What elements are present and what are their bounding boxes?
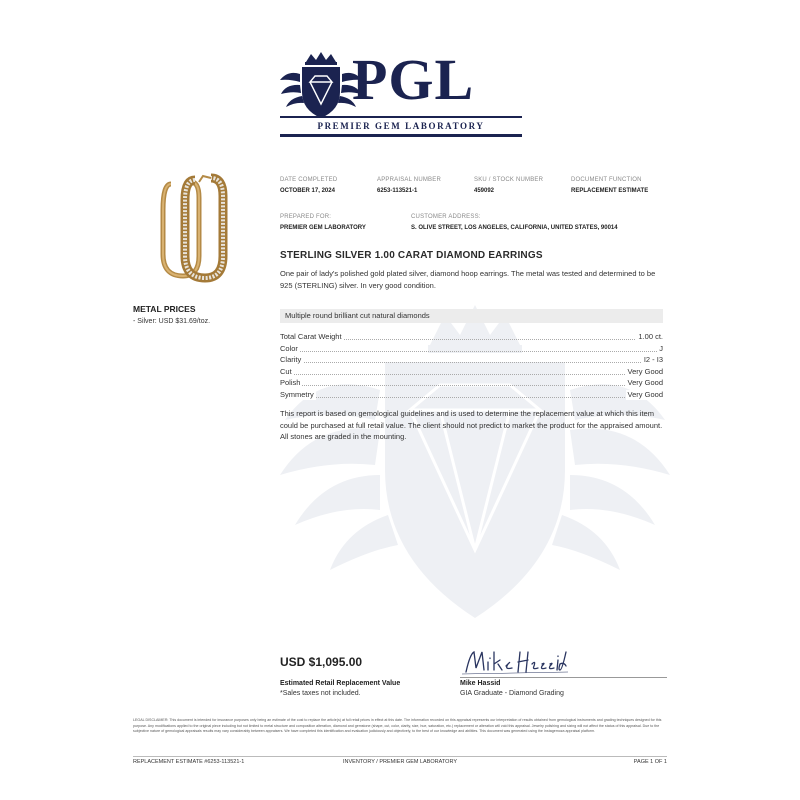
property-label: Cut [280, 366, 292, 376]
property-value: 1.00 ct. [638, 332, 663, 341]
earring-product-image [133, 170, 247, 286]
stones-heading: Multiple round brilliant cut natural diamonds [285, 311, 430, 320]
property-label: Clarity [280, 355, 302, 364]
appraisal-number-label: APPRAISAL NUMBER [377, 177, 441, 183]
footer-reference: REPLACEMENT ESTIMATE #6253-113521-1 [133, 759, 245, 765]
customer-address-value: S. OLIVE STREET, LOS ANGELES, CALIFORNIA, UNITED STATES, 90014 [411, 225, 618, 231]
logo-rule-top [280, 116, 522, 118]
estimated-value-label: Estimated Retail Replacement Value [280, 680, 401, 687]
signer-title: GIA Graduate - Diamond Grading [460, 690, 564, 697]
item-title: STERLING SILVER 1.00 CARAT DIAMOND EARRINGS [280, 250, 543, 261]
metal-price-silver: - Silver: USD $31.69/toz. [133, 318, 211, 325]
property-row [280, 344, 663, 354]
footer-page-number: PAGE 1 OF 1 [633, 759, 667, 765]
property-label: Total Carat Weight [280, 332, 342, 341]
property-row [280, 390, 663, 400]
property-value: Very Good [627, 389, 663, 399]
date-completed-label: DATE COMPLETED [280, 177, 338, 183]
property-value: I2 - I3 [643, 355, 663, 364]
property-label: Symmetry [280, 389, 314, 399]
estimated-value: USD $1,095.00 [280, 655, 363, 669]
prepared-for-value: PREMIER GEM LABORATORY [280, 225, 366, 231]
signature-line [460, 677, 667, 678]
signer-name: Mike Hassid [460, 680, 501, 687]
property-row [280, 367, 663, 377]
footer-divider [133, 756, 667, 757]
property-row [280, 355, 663, 365]
property-label: Polish [280, 378, 301, 387]
footer-inventory: INVENTORY / PREMIER GEM LABORATORY [342, 759, 457, 765]
property-row [280, 332, 663, 342]
sku-value: 459092 [474, 188, 495, 194]
legal-disclaimer: LEGAL DISCLAIMER: This document is intended for insurance purposes only being an estimate of the cost to replace the article(s) at full retail prices in effect at this date. The information recorded on this appraisal represents our interpretation of results obtained from gemological instruments and grading techniques designed for this purpose. Any modifications applied to the original piece including but not limited to metal structure and composition alteration, diamond and gemstone (shape, cut, color, clarity, size, hue, saturation, etc.) replacement or alteration will void this appraisal. Jewelry polishing and sizing will not affect the status of this appraisal. Due to the subjective nature of gemological appraisals results may vary considerably between appraisers. We have completed this identification and evaluation judiciously and objectively, to the best of our knowledge and abilities. This document was generated using the Instagemoza appraisal platform. [133, 718, 662, 733]
date-completed-value: OCTOBER 17, 2024 [280, 188, 335, 194]
document-function-value: REPLACEMENT ESTIMATE [571, 188, 649, 194]
brand-title: PGL [352, 47, 475, 112]
property-value: Very Good [627, 366, 663, 376]
brand-subtitle: PREMIER GEM LABORATORY [317, 121, 485, 131]
sales-tax-note: *Sales taxes not included. [280, 690, 361, 697]
appraisal-number-value: 6253-113521-1 [377, 188, 418, 194]
property-value: J [659, 343, 663, 353]
property-value: Very Good [627, 378, 663, 387]
customer-address-label: CUSTOMER ADDRESS: [411, 214, 481, 220]
item-description: One pair of lady's polished gold plated silver, diamond hoop earrings. The metal was tested and determined to be 925 (STERLING) silver. In very good condition. [280, 269, 656, 290]
document-function-label: DOCUMENT FUNCTION [571, 177, 642, 183]
property-label: Color [280, 343, 298, 353]
prepared-for-label: PREPARED FOR: [280, 214, 332, 220]
metal-prices-title: METAL PRICES [133, 304, 196, 314]
logo-rule-bottom [280, 134, 522, 137]
sku-label: SKU / STOCK NUMBER [474, 177, 544, 183]
handwritten-signature [462, 648, 572, 676]
report-statement: This report is based on gemological guidelines and is used to determine the replacement value at which this item could be purchased at full retail value. The client should not predict to market the product for the appraised amount. All stones are graded in the mounting. [280, 409, 663, 441]
property-row [280, 378, 663, 388]
